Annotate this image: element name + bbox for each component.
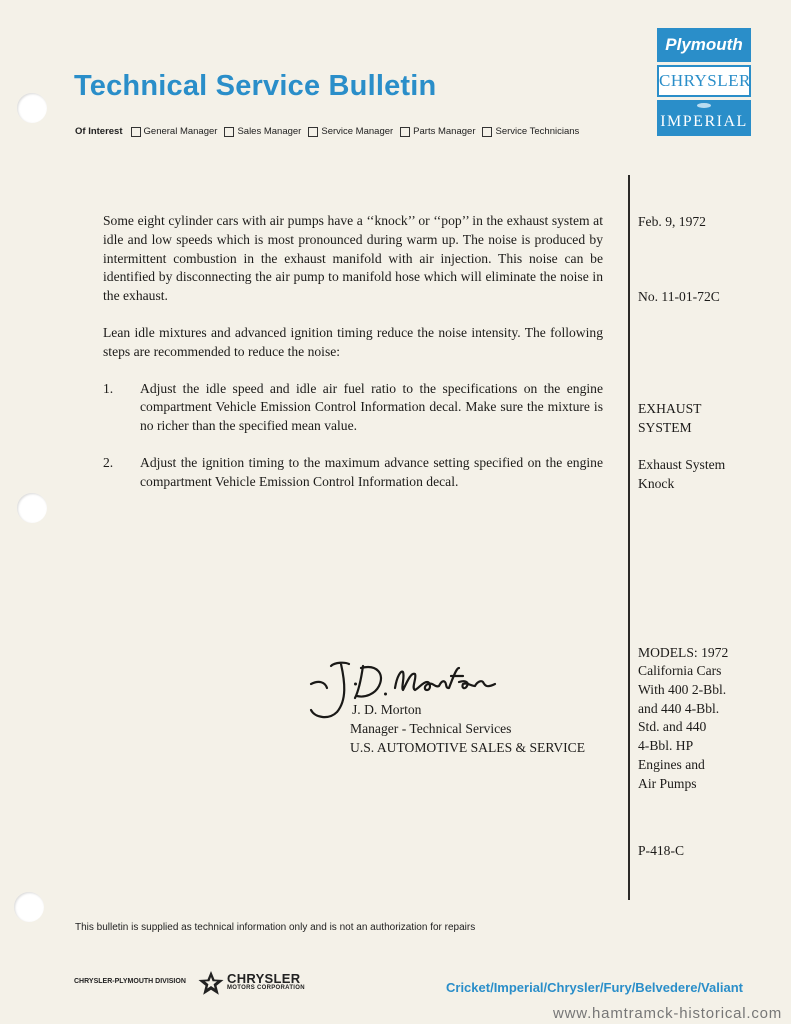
step-1 [103,380,603,436]
corp-subtitle: MOTORS CORPORATION [227,985,305,991]
body-paragraph-1: Some eight cylinder cars with air pumps have a ‘‘knock’’ or ‘‘pop’’ in the exhaust system at idle and low speeds which is most pronounced during warm up. The noise is produced by intermittent combustion in the exhaust manifold with air injection. This noise can be identified by disconnecting the air pump to manifold hose which will eliminate the noise in the exhaust. [103,213,603,304]
checkbox-icon[interactable] [308,127,318,137]
interest-label: Of Interest [75,126,123,137]
subject-line-1: Exhaust System [638,457,726,472]
chrysler-corporation-logo [227,972,305,992]
models-line-4: and 440 4-Bbl. [638,701,720,716]
step-number: 1. [103,380,114,396]
division-name: CHRYSLER-PLYMOUTH DIVISION [74,978,186,985]
category-line-1: EXHAUST [638,401,702,416]
subject-line-2: Knock [638,476,675,491]
models-line-3: With 400 2-Bbl. [638,682,727,697]
brand-logos [657,28,751,136]
interest-option-service-manager[interactable]: Service Manager [308,126,393,137]
vertical-divider [628,175,630,900]
step-text: Adjust the idle speed and idle air fuel ratio to the specifications on the engine compartment Vehicle Emission Control Information decal. Make sure the mixture is no richer than the specified mean value. [140,380,603,434]
models-line-2: California Cars [638,663,722,678]
brand-list: Cricket/Imperial/Chrysler/Fury/Belvedere/Valiant [446,980,743,995]
models-line-8: Air Pumps [638,776,697,791]
pentastar-icon [198,970,224,996]
interest-option-sales-manager[interactable]: Sales Manager [224,126,301,137]
signer-name: J. D. Morton [352,702,422,717]
signer-title: Manager - Technical Services [350,721,512,736]
checkbox-icon[interactable] [131,127,141,137]
footer-disclaimer: This bulletin is supplied as technical information only and is not an authorization for repairs [75,922,476,933]
step-text: Adjust the ignition timing to the maximum advance setting specified on the engine compartment Vehicle Emission Control Information decal. [140,454,603,489]
interest-option-general-manager[interactable]: General Manager [131,126,218,137]
checkbox-icon[interactable] [482,127,492,137]
signer-organization: U.S. AUTOMOTIVE SALES & SERVICE [350,740,586,755]
signature-block [350,700,585,757]
checkbox-icon[interactable] [400,127,410,137]
source-watermark: www.hamtramck-historical.com [553,1005,783,1022]
interest-option-service-technicians[interactable]: Service Technicians [482,126,579,137]
body-paragraph-2: Lean idle mixtures and advanced ignition timing reduce the noise intensity. The following steps are recommended to reduce the noise: [103,324,603,359]
corp-name: CHRYSLER [227,971,301,986]
category-line-2: SYSTEM [638,420,692,435]
interest-checklist [75,126,586,137]
models-line-7: Engines and [638,757,705,772]
interest-option-parts-manager[interactable]: Parts Manager [400,126,475,137]
chrysler-logo: CHRYSLER [657,65,751,97]
models-line-1: MODELS: 1972 [638,645,729,660]
punch-hole-bottom [14,892,44,922]
checkbox-icon[interactable] [224,127,234,137]
models-line-6: 4-Bbl. HP [638,738,694,753]
imperial-crest-icon [697,103,711,108]
punch-hole-middle [17,493,47,523]
punch-hole-top [17,93,47,123]
bulletin-body [103,212,603,492]
plymouth-logo: Plymouth [657,28,751,62]
step-number: 2. [103,454,114,470]
bulletin-number: No. 11-01-72C [638,289,720,304]
bulletin-date: Feb. 9, 1972 [638,214,706,229]
bulletin-title: Technical Service Bulletin [74,70,437,102]
imperial-logo: IMPERIAL [657,100,751,136]
models-line-5: Std. and 440 [638,719,707,734]
step-2 [103,454,603,492]
form-number: P-418-C [638,843,685,858]
